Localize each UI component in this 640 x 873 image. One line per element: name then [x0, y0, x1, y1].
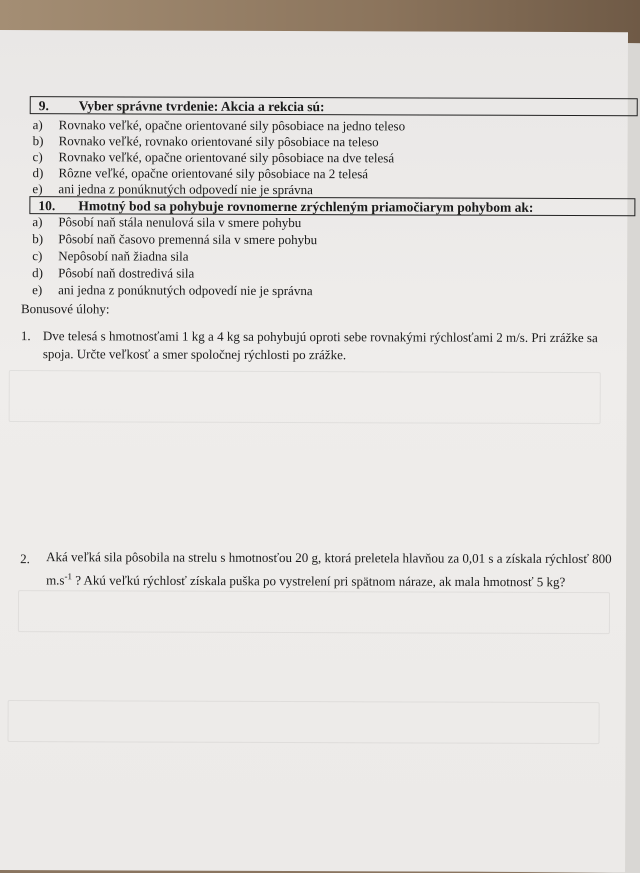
- question-10-header: [29, 196, 635, 216]
- option-letter: e): [32, 282, 43, 298]
- option-letter: d): [32, 165, 44, 181]
- show-through-box: [8, 700, 600, 744]
- option-text: ani jedna z ponúknutých odpovedí nie je správna: [58, 181, 313, 198]
- unit-text: m.s: [46, 572, 65, 588]
- question-10-title: Hmotný bod sa pohybuje rovnomerne zrýchleným priamočiarym pohybom ak:: [78, 198, 534, 215]
- option-letter: a): [32, 214, 43, 230]
- option-text: Pôsobí naň stála nenulová sila v smere pohybu: [58, 214, 302, 231]
- option-letter: d): [32, 265, 44, 281]
- bonus-task-2-line2: [46, 567, 565, 591]
- option-text: Rôzne veľké, opačne orientované sily pôsobiace na 2 telesá: [58, 165, 369, 182]
- bonus-heading: Bonusové úlohy:: [21, 301, 110, 317]
- worksheet-page: [0, 30, 628, 872]
- bonus-task-1-line2: spoja. Určte veľkosť a smer spoločnej rýchlosti po zrážke.: [42, 346, 347, 363]
- show-through-box: [18, 590, 610, 634]
- bonus-task-1-number: 1.: [20, 328, 31, 344]
- option-letter: e): [32, 181, 43, 197]
- question-9-title: Vyber správne tvrdenie: Akcia a rekcia sú:: [78, 98, 325, 115]
- question-10-number: 10.: [38, 198, 56, 214]
- bonus-task-2-line1: Aká veľká sila pôsobila na strelu s hmotnosťou 20 g, ktorá preletela hlavňou za 0,01 s a získala rýchlosť 800: [46, 549, 612, 567]
- option-text: Rovnako veľké, opačne orientované sily pôsobiace na dve telesá: [58, 149, 395, 166]
- option-text: ani jedna z ponúknutých odpovedí nie je správna: [58, 282, 313, 299]
- task-2-question-text: ? Akú veľkú rýchlosť získala puška po vystrelení pri spätnom náraze, ak mala hmotnosť 5 kg?: [71, 572, 566, 590]
- option-text: Rovnako veľké, rovnako orientované sily pôsobiace na teleso: [58, 133, 379, 150]
- option-letter: a): [32, 117, 43, 133]
- option-letter: b): [32, 231, 44, 247]
- bonus-task-1-line1: Dve telesá s hmotnosťami 1 kg a 4 kg sa pohybujú oproti sebe rovnakými rýchlosťami 2 m/s. Pri zrážke sa: [42, 328, 598, 346]
- unit-exponent: -1: [64, 571, 73, 582]
- question-9-header: [30, 96, 638, 116]
- option-text: Rovnako veľké, opačne orientované sily pôsobiace na jedno teleso: [58, 117, 406, 134]
- option-text: Nepôsobí naň žiadna sila: [58, 248, 189, 264]
- option-letter: c): [32, 248, 43, 264]
- question-9-number: 9.: [38, 98, 49, 114]
- option-letter: b): [32, 133, 44, 149]
- show-through-box: [9, 370, 601, 424]
- bonus-task-2-number: 2.: [20, 551, 30, 567]
- option-text: Pôsobí naň dostredivá sila: [58, 265, 195, 281]
- option-text: Pôsobí naň časovo premenná sila v smere pohybu: [58, 231, 318, 248]
- option-letter: c): [32, 149, 43, 165]
